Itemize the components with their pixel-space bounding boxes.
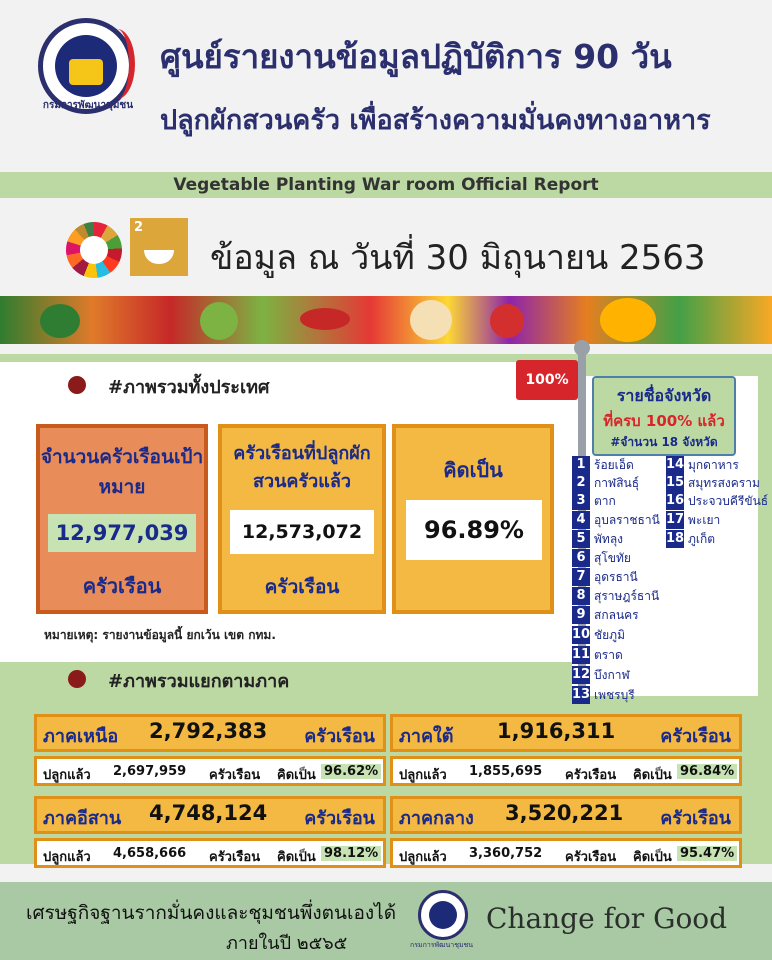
- planted-label: ครัวเรือนที่ปลูกผักสวนครัวแล้ว: [233, 443, 371, 492]
- sdg-goal-number: 2: [134, 220, 144, 235]
- list-item: 8 สุราษฎร์ธานี: [572, 587, 659, 605]
- footnote: หมายเหตุ: รายงานข้อมูลนี้ ยกเว้น เขต กทม.: [44, 628, 276, 642]
- list-item: 6 สุโขทัย: [572, 549, 631, 567]
- target-unit: ครัวเรือน: [82, 574, 162, 598]
- percent-label: คิดเป็น: [443, 458, 503, 482]
- region-name: ภาคกลาง: [399, 808, 474, 829]
- region-planted: 1,855,695: [469, 764, 543, 779]
- region-unit: ครัวเรือน: [565, 850, 617, 865]
- planted-label: ปลูกแล้ว: [399, 850, 447, 865]
- percent-value: 96.89%: [406, 500, 542, 560]
- footer-logo-caption: กรมการพัฒนาชุมชน: [410, 941, 474, 949]
- vegetables-banner-image: [0, 296, 772, 344]
- list-item: 9 สกลนคร: [572, 606, 639, 624]
- planted-label: ปลูกแล้ว: [43, 768, 91, 783]
- list-item: 18 ภูเก็ต: [666, 531, 716, 546]
- region-percent: 96.62%: [321, 764, 381, 779]
- list-item: 13 เพชรบุรี: [572, 687, 635, 702]
- region-unit: ครัวเรือน: [304, 808, 375, 829]
- region-unit: ครัวเรือน: [660, 808, 731, 829]
- region-northeast-card: [34, 796, 386, 834]
- region-central-detail: [390, 838, 742, 868]
- planted-label: ปลูกแล้ว: [43, 850, 91, 865]
- page-title: ศูนย์รายงานข้อมูลปฏิบัติการ 90 วัน: [160, 37, 672, 76]
- region-unit: ครัวเรือน: [660, 726, 731, 747]
- list-item: 7 อุดรธานี: [572, 568, 638, 586]
- list-item: 10 ชัยภูมิ: [572, 627, 625, 642]
- planted-households-card: [218, 424, 386, 614]
- province-list-title: รายชื่อจังหวัด: [616, 386, 712, 405]
- region-name: ภาคใต้: [399, 726, 454, 747]
- region-unit: ครัวเรือน: [565, 768, 617, 783]
- flag-pole-knob: [574, 340, 590, 356]
- region-northeast-detail: [34, 838, 386, 868]
- region-percent: 95.47%: [677, 846, 737, 861]
- list-item: 5 พัทลุง: [572, 530, 623, 548]
- list-item: 2 กาฬสินธุ์: [572, 474, 639, 492]
- planted-label: ปลูกแล้ว: [399, 768, 447, 783]
- percent-card: [392, 424, 554, 614]
- english-title: Vegetable Planting War room Official Report: [173, 175, 599, 195]
- footer-logo: [418, 890, 468, 940]
- footer-slogan-year: ภายในปี ๒๕๖๕: [226, 933, 348, 954]
- region-south-card: [390, 714, 742, 752]
- list-item: 4 อุบลราชธานี: [572, 511, 660, 529]
- region-total: 4,748,124: [149, 801, 268, 825]
- list-item: 3 ตาก: [572, 492, 616, 510]
- report-date: ข้อมูล ณ วันที่ 30 มิถุนายน 2563: [210, 238, 706, 278]
- region-percent: 96.84%: [677, 764, 737, 779]
- section-bullet-icon: [68, 376, 86, 394]
- region-name: ภาคอีสาน: [43, 808, 122, 829]
- region-planted: 3,360,752: [469, 846, 543, 861]
- percent-label: คิดเป็น: [633, 768, 672, 783]
- planted-value: 12,573,072: [230, 510, 374, 554]
- region-north-detail: [34, 756, 386, 786]
- region-name: ภาคเหนือ: [43, 726, 119, 747]
- region-south-detail: [390, 756, 742, 786]
- 100-percent-flag-icon: 100%: [516, 360, 578, 400]
- province-list-subtitle: ที่ครบ 100% แล้ว: [603, 412, 725, 430]
- list-item: 16 ประจวบคีรีขันธ์: [666, 493, 769, 508]
- sdg-wheel-icon: [66, 222, 122, 278]
- list-item: 11 ตราด: [572, 647, 623, 662]
- page-subtitle: ปลูกผักสวนครัว เพื่อสร้างความมั่นคงทางอาหาร: [160, 105, 711, 136]
- english-title-band: [0, 172, 772, 198]
- percent-label: คิดเป็น: [277, 850, 316, 865]
- region-unit: ครัวเรือน: [209, 850, 261, 865]
- target-households-card: [36, 424, 208, 614]
- percent-label: คิดเป็น: [633, 850, 672, 865]
- list-item: 1 ร้อยเอ็ด: [572, 456, 634, 474]
- region-unit: ครัวเรือน: [209, 768, 261, 783]
- region-central-card: [390, 796, 742, 834]
- province-list-header: [592, 376, 736, 456]
- region-north-card: [34, 714, 386, 752]
- target-label: จำนวนครัวเรือนเป้าหมาย: [40, 446, 204, 498]
- region-total: 3,520,221: [505, 801, 624, 825]
- list-item: 14 มุกดาหาร: [666, 457, 739, 472]
- footer-slogan: เศรษฐกิจฐานรากมั่นคงและชุมชนพึ่งตนเองได้: [26, 902, 397, 924]
- target-value: 12,977,039: [48, 514, 196, 552]
- change-for-good-tagline: Change for Good: [486, 902, 728, 935]
- list-item: 15 สมุทรสงคราม: [666, 475, 760, 490]
- sdg-zero-hunger-icon: [130, 218, 188, 276]
- region-total: 2,792,383: [149, 719, 268, 743]
- region-unit: ครัวเรือน: [304, 726, 375, 747]
- regional-section-title: #ภาพรวมแยกตามภาค: [108, 671, 290, 692]
- section-bullet-icon: [68, 670, 86, 688]
- region-planted: 2,697,959: [113, 764, 187, 779]
- region-total: 1,916,311: [497, 719, 616, 743]
- list-item: 17 พะเยา: [666, 512, 721, 527]
- planted-unit: ครัวเรือน: [264, 576, 340, 598]
- logo-caption: กรมการพัฒนาชุมชน: [42, 100, 134, 111]
- province-count: #จำนวน 18 จังหวัด: [610, 435, 718, 449]
- national-section-title: #ภาพรวมทั้งประเทศ: [108, 377, 270, 398]
- list-item: 12 บึงกาฬ: [572, 667, 630, 682]
- percent-label: คิดเป็น: [277, 768, 316, 783]
- region-percent: 98.12%: [321, 846, 381, 861]
- region-planted: 4,658,666: [113, 846, 187, 861]
